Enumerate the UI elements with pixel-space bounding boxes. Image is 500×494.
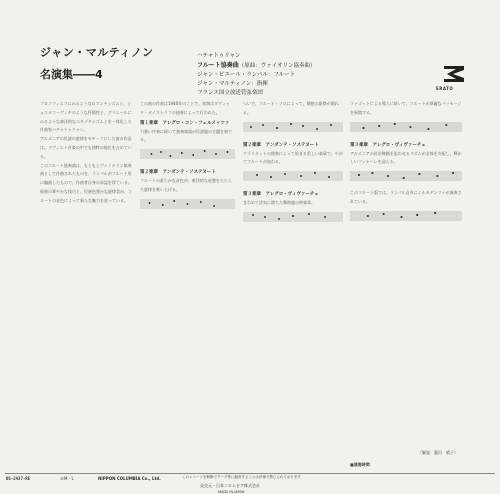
paragraph: ファゴットによる導入に続いて、フルートが華麗なパッセージを展開する。: [350, 101, 462, 115]
music-staff-example: [140, 198, 235, 210]
notes-column-4: [350, 100, 462, 474]
album-title-artist: ジャン・マルティノン: [40, 46, 154, 59]
music-staff-example: [350, 170, 462, 182]
paragraph: アルメニアの民俗舞踊を思わせるリズムが全体を支配し、輝かしいフィナーレを迎える。: [350, 150, 462, 165]
movement-heading: 第３楽章 アレグロ・ヴィヴァーチェ: [243, 192, 319, 198]
orchestra: フランス国立放送管弦楽団: [197, 90, 263, 96]
movement-heading: 第２楽章 アンダンテ・ソステヌート: [140, 170, 216, 176]
paragraph: アルメニアの民謡の旋律をモチーフにした彼の作品は、ソヴィエト音楽の中でも独特の地位を占めている。: [40, 136, 132, 159]
paragraph: クラリネットの独奏によって始まる美しい楽章で、やがてフルートが加わる。: [243, 150, 343, 165]
label-name: NIPPON COLUMBIA Co., Ltd.: [98, 476, 161, 481]
soloist: ジャン・ピエール・ランパル：フルート: [197, 72, 296, 78]
movement-heading: 第１楽章 アレグロ・コン・フェルメッツァ: [140, 120, 230, 126]
program-header: [197, 52, 316, 98]
logo-text: ERATO: [436, 86, 454, 91]
duration-heading: ■演奏時間: [350, 462, 370, 467]
copy-warning: このレコードを無断でテープ等に録音することは法律で禁じられております: [182, 475, 301, 479]
work-note: （原曲：ヴァイオリン協奏曲）: [238, 63, 316, 69]
paragraph: ついで、フルート・ソロによって、郷愁の旋律が現れる。: [243, 101, 339, 115]
notes-column-1: [40, 100, 133, 474]
erato-sigma-logo-icon: [441, 64, 467, 84]
paragraph: きわめて活気に満ちた舞曲風の終楽章。: [243, 200, 315, 206]
music-staff-example: [350, 121, 462, 133]
notes-column-2: [140, 100, 235, 474]
composer: ハチャトゥリャン: [197, 53, 241, 59]
music-staff-example: [243, 211, 343, 223]
movement-heading: 第２楽章 アンダンテ・ソステヌート: [243, 142, 319, 148]
album-title-series: 名演集――4: [40, 68, 103, 81]
movement-heading: 第３楽章 アレグロ・ヴィヴァーチェ: [350, 142, 426, 148]
paragraph: この曲の作曲は1940年のことで、初演はダヴィッド・オイストラフの独奏によって行われた。: [140, 101, 230, 115]
paragraph: プロコフィエフにみるようなロマンチシズムと、ショスタコーヴィチのような抒情性と、グリエールにみるような東洋的なエキゾチシズムとを一体化した作曲家ハチャトゥリャン。: [40, 101, 132, 133]
credit-line: （解説：藤田 晴子）: [418, 450, 458, 455]
music-staff-example: [350, 210, 462, 222]
music-staff-example: [140, 148, 235, 160]
music-staff-example: [243, 121, 343, 133]
music-staff-example: [243, 170, 343, 182]
paragraph: 力強い序奏に続いて独奏楽器が民謡風の主題を奏でる。: [140, 128, 232, 143]
catalog-number: OS-2437-RE: [6, 476, 31, 481]
paragraph: フルートの柔らかな音色が、東洋的な哀愁をたたえた旋律を歌い上げる。: [140, 178, 232, 192]
paragraph: このフルート版では、ランパル自身によるカデンツァが演奏されている。: [350, 190, 462, 204]
distributor: 発売元・日本コロムビア株式会社: [200, 483, 260, 488]
conductor: ジャン・マルティノン：指揮: [197, 81, 268, 87]
notes-column-3: [243, 100, 343, 474]
work-title: フルート協奏曲: [197, 62, 239, 69]
made-in: MADE IN JAPAN: [218, 490, 245, 494]
paragraph: このフルート協奏曲は、もともとヴァイオリン協奏曲として作曲されたものを、ランパルがフルート用に編曲したもので、作曲者自身の承認を得ている。: [40, 162, 132, 186]
footer-divider: [5, 473, 495, 474]
copyright-mark: ℗M・L: [60, 476, 74, 481]
paragraph: 原曲の華やかな技巧と、民族色豊かな旋律美が、フルートの音色によって新たな魅力を放っている。: [40, 188, 132, 203]
